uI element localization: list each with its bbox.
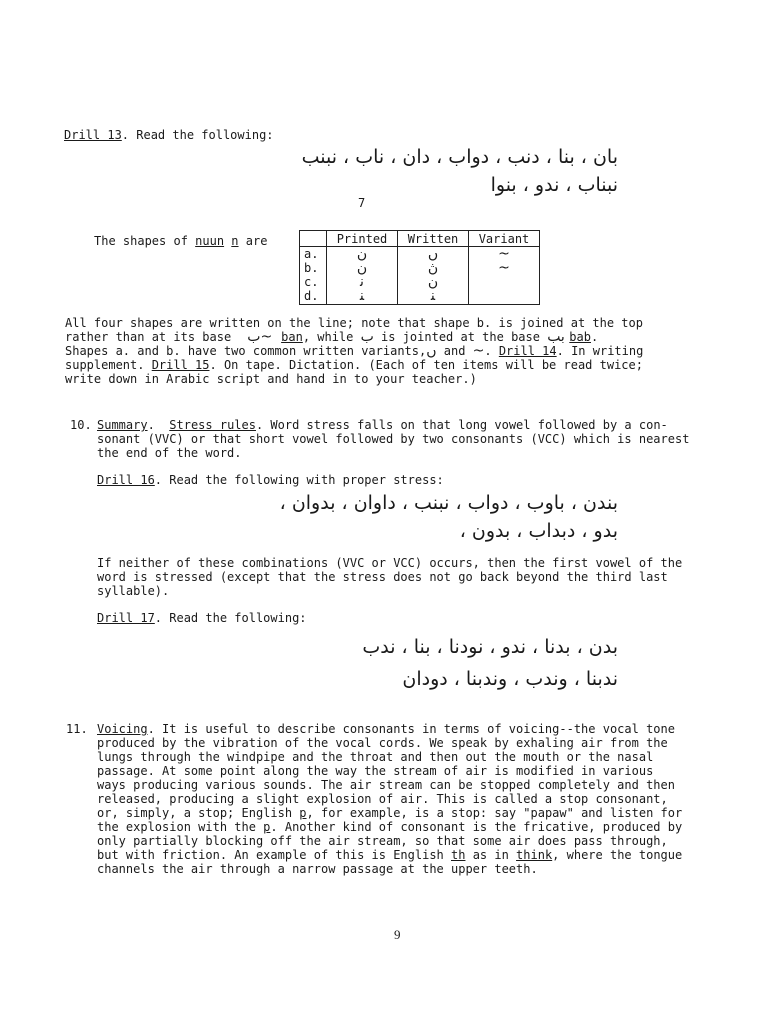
section11-p2: p [263,820,271,834]
para1-line3 [65,344,643,358]
para2-line3: syllable). [97,584,170,598]
para1-line2c: , while [302,330,361,344]
printed-c: ﻧ [360,274,364,290]
section11-line5: ways producing various sounds. The air stream can be stopped completely and then [97,778,675,792]
section10-line3: the end of the word. [97,446,242,460]
shapes-written-col [398,247,469,305]
drill13-row1: بان ، بنا ، دنب ، دواب ، دان ، ناب ، نبنب [301,146,618,168]
section11-line11: channels the air through a narrow passage at the upper teeth. [97,862,538,876]
para1-drill15: Drill 15 [151,358,210,372]
section11-text [97,722,682,876]
written-a: ں [427,246,439,262]
drill16-row2: بدو ، دبداب ، بدون ، [459,520,618,542]
drill13-heading [64,128,274,142]
drill13-row2: نبناب ، ندو ، بنوا [490,174,618,196]
page-number: 9 [394,927,401,942]
para1-line4a: supplement. [65,358,152,372]
shapes-letters [300,247,327,305]
section11-think: think [516,848,553,862]
section11-line8a: the explosion with the [97,820,264,834]
variant-a: ~ [498,246,510,262]
para1-drill14: Drill 14 [498,344,557,358]
section10-line2: sonant (VVC) or that short vowel followed by two consonants (VCC) which is nearest [97,432,690,446]
bab-written-glyph: ب [360,329,374,345]
section11-line7a: or, simply, a stop; English [97,806,300,820]
section11-line9: only partially blocking off the air stream, so that some air does pass through, [97,834,668,848]
drill17-row2: ندبنا ، وندب ، وندبنا ، دودان [402,668,618,690]
section11-line6: released, producing a slight explosion of air. This is called a stop consonant, [97,792,668,806]
para1-bab: bab [569,330,591,344]
para1-line4 [65,358,643,372]
section10-text [97,418,689,460]
drill17-row1: بدن ، بدنا ، ندو ، نودنا ، بنا ، ندب [362,636,618,658]
section11-line2: produced by the vibration of the vocal cords. We speak by exhaling air from the [97,736,668,750]
variant-b: ~ [498,260,510,276]
section10-line1 [97,418,689,432]
section11-line1 [97,722,682,736]
section10-title: Summary [97,418,148,432]
section11-line10a: but with friction. An example of this is English [97,848,452,862]
shapes-printed-col [327,247,398,305]
shapes-intro [94,234,267,248]
drill17-heading [97,611,307,625]
shapes-intro-post: are [238,234,268,248]
shapes-letter-a: a. [304,247,319,261]
shapes-header-printed: Printed [327,231,398,247]
bab-script-glyph: بب [547,329,570,345]
printed-d: ﻨ [359,288,365,304]
section11-line10 [97,848,682,862]
shapes-header-variant: Variant [469,231,540,247]
para1-line2f: . [590,330,599,344]
printed-b: ن [356,260,368,276]
section10-dot: . [147,418,155,432]
variant-glyph-1: ں [426,343,437,359]
printed-a: ن [356,246,368,262]
para1-line2 [65,330,643,344]
shapes-intro-word: nuun [195,234,225,248]
para2-line2: word is stressed (except that the stress does not go back beyond the third last [97,570,668,584]
section11-line3: lungs through the windpipe and the throat and then out the mouth or the nasal [97,750,654,764]
section11-line7c: , for example, is a stop: say "papaw" and listen for [306,806,683,820]
drill17-label: Drill 17 [97,611,155,625]
para1-ban: ban [281,330,303,344]
shapes-letter-b: b. [304,261,319,275]
para1-line4c: . On tape. Dictation. (Each of ten items will be read twice; [209,358,643,372]
shapes-header-blank [300,231,327,247]
section11-number: 11. [66,722,88,736]
para1-line1: All four shapes are written on the line; note that shape b. is joined at the top [65,316,643,330]
para1-line3e: . In writing [556,344,644,358]
drill13-marker: 7 [358,196,366,210]
para2 [97,556,682,598]
shapes-letter-d: d. [304,289,319,303]
shapes-intro-letter: n [231,234,239,248]
drill13-label: Drill 13 [64,128,122,142]
written-c: ن [427,274,439,290]
section11-p1: p [299,806,307,820]
written-d: ﻨ [430,288,436,304]
drill16-instruction: . Read the following with proper stress: [154,473,444,487]
drill17-instruction: . Read the following: [154,611,307,625]
para1 [65,316,643,386]
para1-line3b: and [436,344,473,358]
section11-line8c: . Another kind of consonant is the fricative, produced by [270,820,683,834]
shapes-table [299,230,540,305]
shapes-variant-col [469,247,540,305]
section10-number: 10. [70,418,92,432]
shapes-letter-c: c. [304,275,319,289]
section11-line10c: as in [465,848,517,862]
section11-line1-text: . It is useful to describe consonants in terms of voicing--the vocal tone [147,722,675,736]
shapes-intro-pre: The shapes of [94,234,196,248]
ban-script-glyph: ب~ [238,329,282,345]
para2-line1: If neither of these combinations (VVC or VCC) occurs, then the first vowel of the [97,556,683,570]
para1-line2d: is jointed at the base [373,330,548,344]
section11-line8 [97,820,682,834]
section10-line1-text: . Word stress falls on that long vowel followed by a con- [255,418,668,432]
section11-title: Voicing [97,722,148,736]
para1-line2a: rather than at its base [65,330,239,344]
para1-line3c: . [484,344,499,358]
para1-line3a: Shapes a. and b. have two common written variants, [65,344,427,358]
section11-th: th [451,848,466,862]
section11-line7 [97,806,682,820]
drill16-row1: بندن ، باوب ، دواب ، نبنب ، داوان ، بدوان ، [279,492,618,514]
para1-line5: write down in Arabic script and hand in to your teacher.) [65,372,477,386]
shapes-header-written: Written [398,231,469,247]
variant-glyph-2: ~ [472,343,485,359]
drill13-instruction: . Read the following: [121,128,274,142]
section11-line4: passage. At some point along the way the stream of air is modified in various [97,764,654,778]
section11-line10e: , where the tongue [552,848,683,862]
drill16-label: Drill 16 [97,473,155,487]
section10-subtitle: Stress rules [169,418,256,432]
written-b: ڽ [427,260,439,276]
drill16-heading [97,473,444,487]
